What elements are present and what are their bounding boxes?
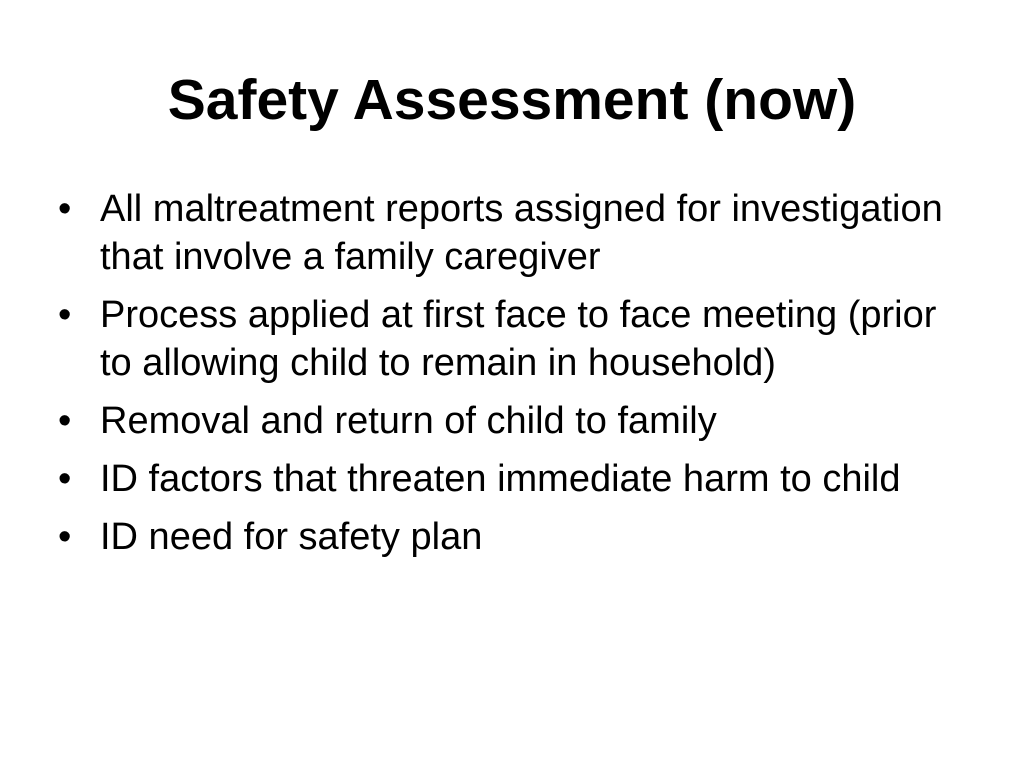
bullet-text: ID need for safety plan xyxy=(100,516,483,558)
bullet-text: All maltreatment reports assigned for investigation that involve a family caregiver xyxy=(100,188,943,278)
list-item xyxy=(58,513,978,561)
bullet-list xyxy=(58,185,978,571)
bullet-icon: • xyxy=(58,294,72,336)
list-item xyxy=(58,185,978,281)
list-item xyxy=(58,455,978,503)
bullet-text: ID factors that threaten immediate harm to child xyxy=(100,458,901,500)
bullet-icon: • xyxy=(58,516,72,558)
bullet-text: Process applied at first face to face meeting (prior to allowing child to remain in household) xyxy=(100,294,937,384)
bullet-icon: • xyxy=(58,188,72,230)
bullet-text: Removal and return of child to family xyxy=(100,400,717,442)
bullet-icon: • xyxy=(58,458,72,500)
list-item xyxy=(58,397,978,445)
slide-title: Safety Assessment (now) xyxy=(167,68,857,132)
list-item xyxy=(58,291,978,387)
bullet-icon: • xyxy=(58,400,72,442)
